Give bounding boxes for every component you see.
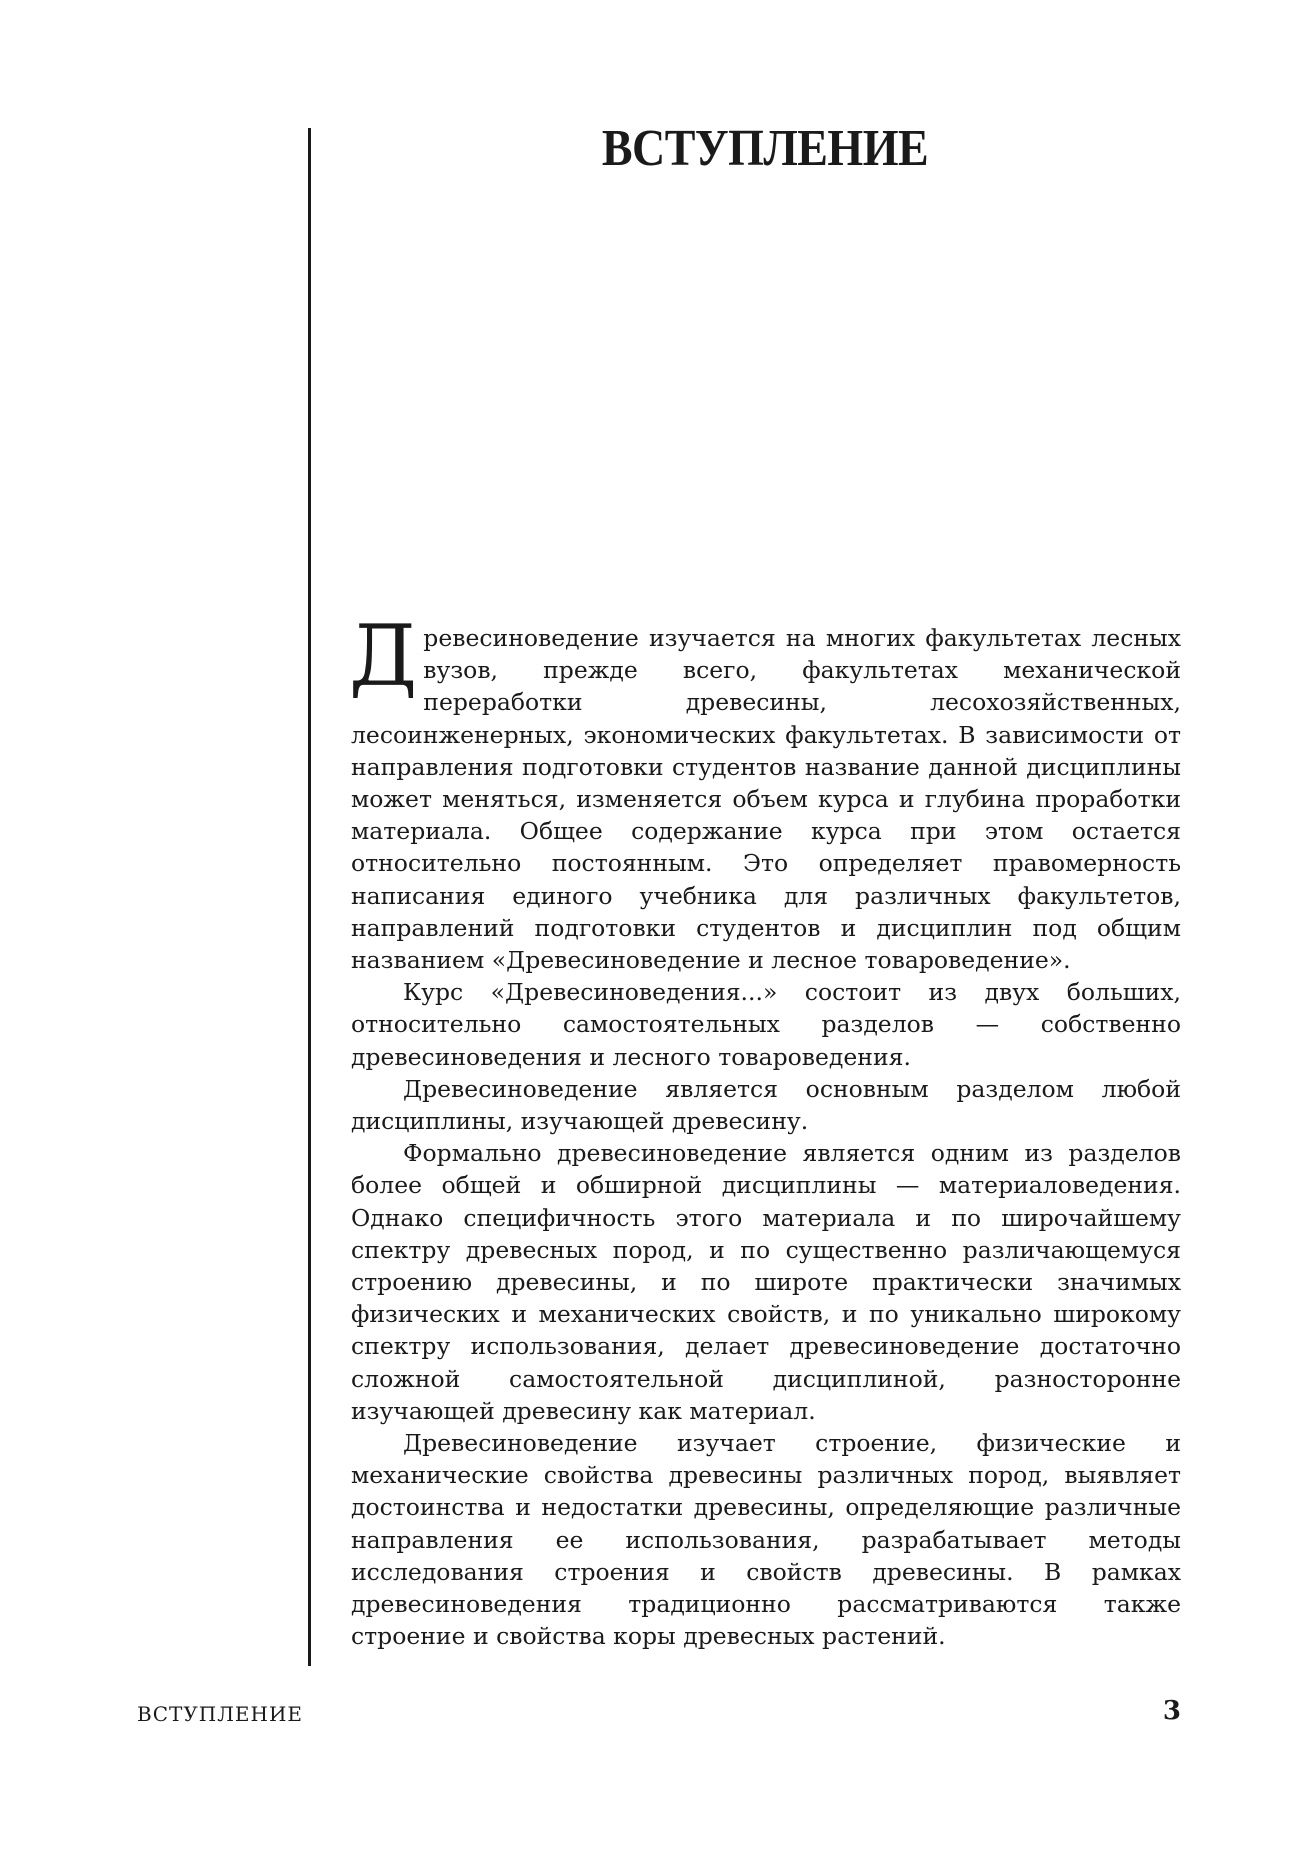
running-footer-title: ВСТУПЛЕНИЕ <box>137 1702 304 1726</box>
paragraph-1-text: ревесиноведение изучается на многих факультетах лесных вузов, прежде всего, факультетах механической переработки древесины, лесохозяйственных, лесоинженерных, экономических факультетах. В зависимости от направления подготовки студентов название данной дисциплины может меняться, изменяется объем курса и глубина проработки материала. Общее содержание курса при этом остается относительно постоянным. Это определяет правомерность написания единого учебника для различных факультетов, направлений подготовки студентов и дисциплин под общим названием «Древесиноведение и лесное товароведение». <box>351 624 1181 975</box>
paragraph-2: Курс «Древесиноведения...» состоит из двух больших, относительно самостоятельных разделов — собственно древесиноведения и лесного товароведения. <box>351 978 1181 1071</box>
margin-vertical-rule <box>308 128 311 1666</box>
paragraph-1 <box>349 607 1181 976</box>
body-text <box>349 607 1181 1653</box>
page-number: 3 <box>1162 1696 1181 1726</box>
paragraph-4: Формально древесиноведение является одним из разделов более общей и обширной дисциплины — материаловедения. Однако специфичность этого материала и по широчайшему спектру древесных пород, и по существенно различающемуся строению древесины, и по широте практически значимых физических и механических свойств, и по уникально широкому спектру использования, делает древесиноведение достаточно сложной самостоятельной дисциплиной, разносторонне изучающей древесину как материал. <box>351 1139 1181 1425</box>
chapter-title: ВСТУПЛЕНИЕ <box>601 119 929 177</box>
paragraph-5: Древесиноведение изучает строение, физические и механические свойства древесины различных пород, выявляет достоинства и недостатки древесины, определяющие различные направления ее использования, разрабатывает методы исследования строения и свойств древесины. В рамках древесиноведения традиционно рассматриваются также строение и свойства коры древесных растений. <box>351 1429 1181 1651</box>
paragraph-3: Древесиноведение является основным разделом любой дисциплины, изучающей древесину. <box>351 1074 1181 1136</box>
drop-cap: Д <box>349 607 418 705</box>
